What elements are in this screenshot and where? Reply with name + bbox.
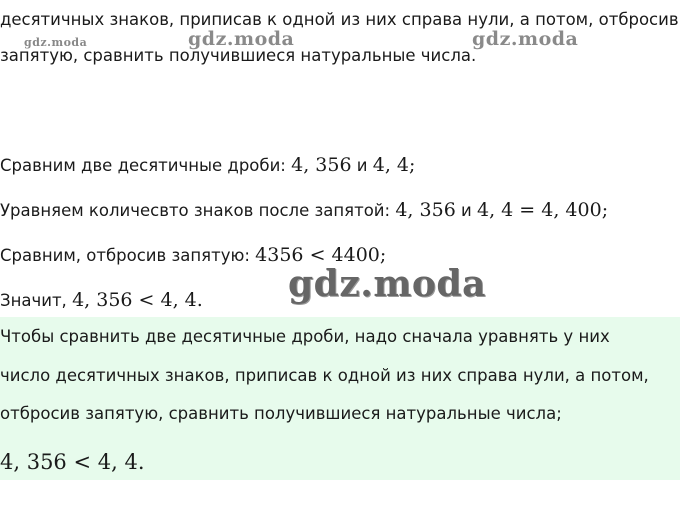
conclusion-line-1: Чтобы сравнить две десятичные дроби, надо сначала уравнять у них [0,327,610,346]
conclusion-line-2: число десятичных знаков, приписав к одной из них справа нули, а потом, [0,366,649,385]
watermark-mid-1: gdz.moda [188,28,295,50]
step-equalize-digits [0,200,608,221]
watermark-big: gdz.moda [288,263,486,305]
intro-line-1: десятичных знаков, приписав к одной из них справа нули, а потом, отбросив [0,10,679,29]
step-text: Сравним, отбросив запятую: [0,246,256,265]
math-expression: 4, 4 = 4, 400 [477,199,602,221]
step-text: Сравним две десятичные дроби: [0,156,292,175]
math-expression: 4, 356 [291,154,352,176]
watermark-mid-2: gdz.moda [472,28,579,50]
step-join: и [455,201,477,220]
step-text: Уравняем количесвто знаков после запятой: [0,201,396,220]
step-punctuation: ; [409,154,416,176]
step-compare-fractions [0,155,415,176]
conclusion-line-3: отбросив запятую, сравнить получившиеся натуральные числа; [0,404,562,423]
conclusion-math: 4, 356 < 4, 4. [0,450,145,474]
math-expression: 4, 356 < 4, 4 [72,289,197,311]
step-text: Значит, [0,291,73,310]
step-punctuation: . [196,289,203,311]
step-punctuation: ; [601,199,609,221]
math-expression: 4, 356 [395,199,456,221]
step-join: и [351,156,373,175]
step-punctuation: ; [379,244,387,266]
math-expression: 4356 < 4400 [255,244,380,266]
watermark-small: gdz.moda [24,36,88,49]
math-expression: 4, 4 [372,154,410,176]
intro-line-2: запятую, сравнить получившиеся натуральные числа. [0,46,477,65]
step-conclusion [0,290,203,311]
